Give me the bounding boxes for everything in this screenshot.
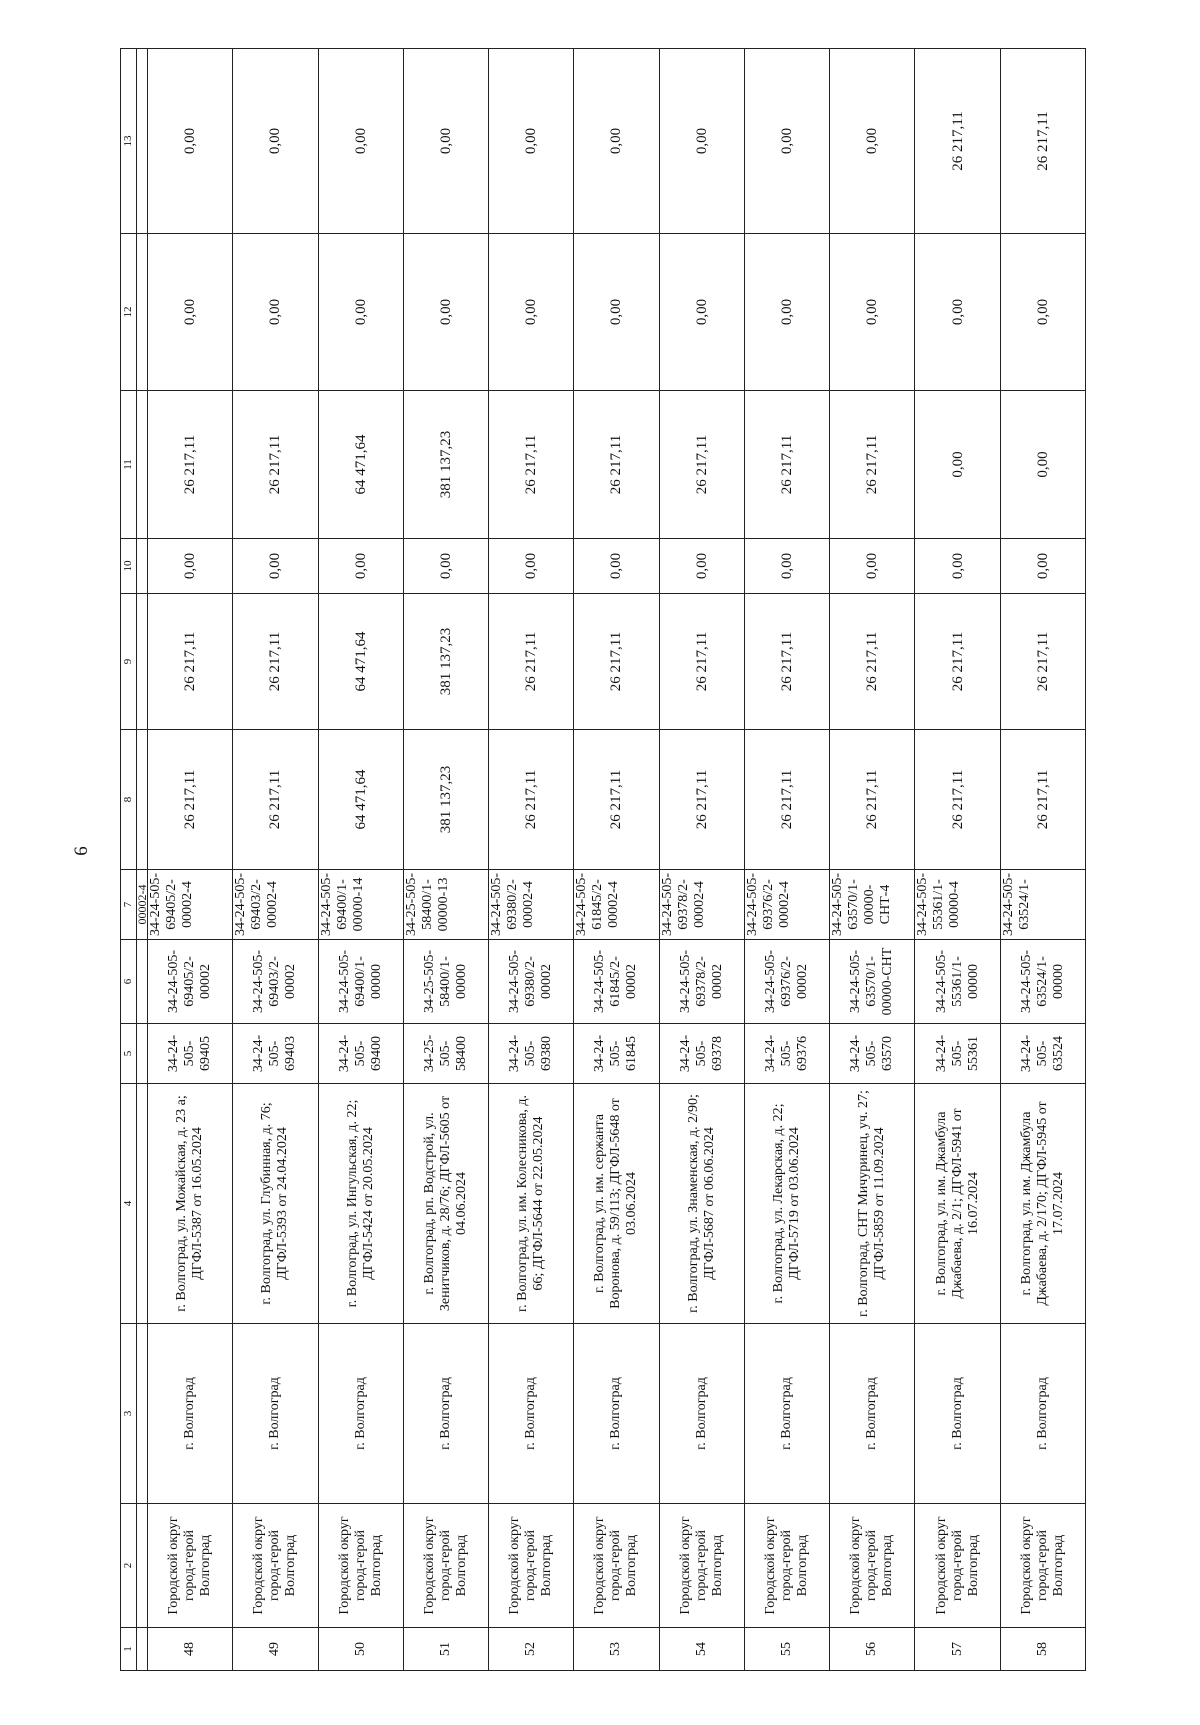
cadastral-block: 34-24-505-61845 — [574, 1024, 659, 1084]
row-number: 55 — [744, 1628, 829, 1671]
amount-col12: 0,00 — [830, 234, 915, 391]
amount-col9: 26 217,11 — [659, 594, 744, 730]
rotated-table-container — [120, 49, 1086, 1671]
cadastral-code: 34-24-505-69380/2-00002 — [489, 940, 574, 1024]
row-number: 51 — [403, 1628, 488, 1671]
amount-col13: 0,00 — [403, 49, 488, 234]
amount-col12: 0,00 — [403, 234, 488, 391]
table-row — [233, 49, 318, 1671]
row-number: 54 — [659, 1628, 744, 1671]
amount-col9: 381 137,23 — [403, 594, 488, 730]
amount-col13: 0,00 — [489, 49, 574, 234]
amount-col11: 26 217,11 — [830, 391, 915, 539]
amount-col10: 0,00 — [233, 539, 318, 594]
row-number: 48 — [148, 1628, 233, 1671]
amount-col12: 0,00 — [148, 234, 233, 391]
column-number-13: 13 — [121, 49, 137, 234]
cadastral-code: 34-24-505-63570/1-00000-СНТ — [830, 940, 915, 1024]
row-number: 58 — [1000, 1628, 1085, 1671]
settlement: г. Волгоград — [489, 1324, 574, 1504]
cadastral-code-full: 34-24-505-61845/2-00002-4 — [574, 870, 659, 940]
amount-col11: 26 217,11 — [489, 391, 574, 539]
cadastral-code: 34-24-505-69376/2-00002 — [744, 940, 829, 1024]
amount-col13: 0,00 — [148, 49, 233, 234]
municipality: Городской округ город-герой Волгоград — [830, 1504, 915, 1628]
cadastral-code-full: 34-24-505-55361/1-00000-4 — [915, 870, 1000, 940]
settlement: г. Волгоград — [1000, 1324, 1085, 1504]
amount-col9: 26 217,11 — [489, 594, 574, 730]
municipality: Городской округ город-герой Волгоград — [574, 1504, 659, 1628]
settlement: г. Волгоград — [318, 1324, 403, 1504]
settlement: г. Волгоград — [403, 1324, 488, 1504]
spacer-cell — [136, 234, 147, 391]
cadastral-code-full: 34-24-505-69403/2-00002-4 — [233, 870, 318, 940]
address-contract: г. Волгоград, ул. Ингульская, д. 22; ДГФЛ-5424 от 20.05.2024 — [318, 1084, 403, 1324]
amount-col10: 0,00 — [830, 539, 915, 594]
amount-col10: 0,00 — [915, 539, 1000, 594]
municipality: Городской округ город-герой Волгоград — [148, 1504, 233, 1628]
amount-col13: 0,00 — [574, 49, 659, 234]
amount-total: 381 137,23 — [403, 730, 488, 870]
table-row — [148, 49, 233, 1671]
cadastral-code-full: 34-24-505-63524/1- — [1000, 870, 1085, 940]
amount-col9: 26 217,11 — [915, 594, 1000, 730]
spacer-cell — [136, 1084, 147, 1324]
cadastral-code: 34-24-505-63524/1-00000 — [1000, 940, 1085, 1024]
cadastral-block: 34-24-505-55361 — [915, 1024, 1000, 1084]
cadastral-block: 34-24-505-69403 — [233, 1024, 318, 1084]
column-number-4: 4 — [121, 1084, 137, 1324]
amount-col9: 26 217,11 — [744, 594, 829, 730]
amount-col11: 381 137,23 — [403, 391, 488, 539]
municipality: Городской округ город-герой Волгоград — [659, 1504, 744, 1628]
amount-col13: 26 217,11 — [915, 49, 1000, 234]
amount-col12: 0,00 — [489, 234, 574, 391]
amount-col12: 0,00 — [1000, 234, 1085, 391]
page-number: 6 — [71, 846, 92, 856]
amount-col11: 26 217,11 — [659, 391, 744, 539]
cadastral-code-full: 34-24-505-69405/2-00002-4 — [148, 870, 233, 940]
amount-total: 26 217,11 — [489, 730, 574, 870]
row-number: 57 — [915, 1628, 1000, 1671]
table-row — [1000, 49, 1085, 1671]
amount-col10: 0,00 — [318, 539, 403, 594]
amount-total: 26 217,11 — [1000, 730, 1085, 870]
amount-col9: 26 217,11 — [233, 594, 318, 730]
spacer-row — [136, 49, 147, 1671]
address-contract: г. Волгоград, ул. Глубинная, д. 76; ДГФЛ-5393 от 24.04.2024 — [233, 1084, 318, 1324]
address-contract: г. Волгоград, ул. Лекарская, д. 22; ДГФЛ-5719 от 03.06.2024 — [744, 1084, 829, 1324]
spacer-cell — [136, 391, 147, 539]
amount-col9: 64 471,64 — [318, 594, 403, 730]
amount-total: 26 217,11 — [233, 730, 318, 870]
table-row — [744, 49, 829, 1671]
registry-table — [120, 48, 1086, 1671]
cadastral-code-full: 34-24-505-69380/2-00002-4 — [489, 870, 574, 940]
municipality: Городской округ город-герой Волгоград — [1000, 1504, 1085, 1628]
address-contract: г. Волгоград, ул. им. Джамбула Джабаева, д. 2/170; ДГФЛ-5945 от 17.07.2024 — [1000, 1084, 1085, 1324]
cadastral-block: 34-24-505-63570 — [830, 1024, 915, 1084]
amount-col10: 0,00 — [659, 539, 744, 594]
column-number-9: 9 — [121, 594, 137, 730]
amount-col13: 0,00 — [659, 49, 744, 234]
row-number: 50 — [318, 1628, 403, 1671]
spacer-cell — [136, 1628, 147, 1671]
cadastral-code-full: 34-24-505-69378/2-00002-4 — [659, 870, 744, 940]
municipality: Городской округ город-герой Волгоград — [403, 1504, 488, 1628]
column-number-11: 11 — [121, 391, 137, 539]
table-row — [574, 49, 659, 1671]
table-row — [830, 49, 915, 1671]
amount-total: 26 217,11 — [830, 730, 915, 870]
amount-col11: 26 217,11 — [148, 391, 233, 539]
amount-col13: 0,00 — [744, 49, 829, 234]
amount-col13: 26 217,11 — [1000, 49, 1085, 234]
amount-col12: 0,00 — [744, 234, 829, 391]
address-contract: г. Волгоград, СНТ Мичуринец, уч. 27; ДГФЛ-5859 от 11.09.2024 — [830, 1084, 915, 1324]
amount-total: 26 217,11 — [744, 730, 829, 870]
column-number-10: 10 — [121, 539, 137, 594]
cadastral-code: 34-24-505-69400/1-00000 — [318, 940, 403, 1024]
column-number-2: 2 — [121, 1504, 137, 1628]
amount-col9: 26 217,11 — [1000, 594, 1085, 730]
cadastral-code: 34-24-505-69378/2-00002 — [659, 940, 744, 1024]
cadastral-code: 34-25-505-58400/1-00000 — [403, 940, 488, 1024]
cadastral-block: 34-25-505-58400 — [403, 1024, 488, 1084]
settlement: г. Волгоград — [148, 1324, 233, 1504]
amount-total: 26 217,11 — [574, 730, 659, 870]
settlement: г. Волгоград — [574, 1324, 659, 1504]
amount-total: 26 217,11 — [915, 730, 1000, 870]
spacer-cell — [136, 1504, 147, 1628]
cadastral-code: 34-24-505-69403/2-00002 — [233, 940, 318, 1024]
row-number: 56 — [830, 1628, 915, 1671]
municipality: Городской округ город-герой Волгоград — [915, 1504, 1000, 1628]
amount-col12: 0,00 — [915, 234, 1000, 391]
spacer-cell — [136, 1324, 147, 1504]
spacer-cell — [136, 539, 147, 594]
column-number-6: 6 — [121, 940, 137, 1024]
cadastral-code-full: 34-24-505-69400/1-00000-14 — [318, 870, 403, 940]
cadastral-code: 34-24-505-55361/1-00000 — [915, 940, 1000, 1024]
column-number-12: 12 — [121, 234, 137, 391]
amount-col11: 0,00 — [915, 391, 1000, 539]
amount-col10: 0,00 — [489, 539, 574, 594]
settlement: г. Волгоград — [830, 1324, 915, 1504]
amount-col13: 0,00 — [318, 49, 403, 234]
spacer-cell — [136, 594, 147, 730]
amount-total: 26 217,11 — [148, 730, 233, 870]
address-contract: г. Волгоград, ул. им. сержанта Воронова, д. 59/113; ДГФЛ-5648 от 03.06.2024 — [574, 1084, 659, 1324]
address-contract: г. Волгоград, ул. Знаменская, д. 2/90; ДГФЛ-5687 от 06.06.2024 — [659, 1084, 744, 1324]
amount-col12: 0,00 — [574, 234, 659, 391]
table-row — [489, 49, 574, 1671]
row-number: 53 — [574, 1628, 659, 1671]
spacer-cell — [136, 49, 147, 234]
amount-col9: 26 217,11 — [574, 594, 659, 730]
settlement: г. Волгоград — [915, 1324, 1000, 1504]
row-number: 52 — [489, 1628, 574, 1671]
column-number-1: 1 — [121, 1628, 137, 1671]
cadastral-block: 34-24-505-69400 — [318, 1024, 403, 1084]
amount-col9: 26 217,11 — [830, 594, 915, 730]
column-number-3: 3 — [121, 1324, 137, 1504]
address-contract: г. Волгоград, ул. им. Колесникова, д. 66; ДГФЛ-5644 от 22.05.2024 — [489, 1084, 574, 1324]
amount-total: 26 217,11 — [659, 730, 744, 870]
settlement: г. Волгоград — [233, 1324, 318, 1504]
row-number: 49 — [233, 1628, 318, 1671]
amount-col13: 0,00 — [830, 49, 915, 234]
amount-col11: 0,00 — [1000, 391, 1085, 539]
amount-col11: 26 217,11 — [574, 391, 659, 539]
spacer-cell — [136, 1024, 147, 1084]
column-number-7: 7 — [121, 870, 137, 940]
column-number-8: 8 — [121, 730, 137, 870]
amount-col12: 0,00 — [318, 234, 403, 391]
cadastral-code: 34-24-505-61845/2-00002 — [574, 940, 659, 1024]
amount-col10: 0,00 — [574, 539, 659, 594]
spacer-cell — [136, 940, 147, 1024]
amount-col12: 0,00 — [659, 234, 744, 391]
table-row — [659, 49, 744, 1671]
amount-col13: 0,00 — [233, 49, 318, 234]
amount-col10: 0,00 — [1000, 539, 1085, 594]
amount-col9: 26 217,11 — [148, 594, 233, 730]
amount-col11: 26 217,11 — [744, 391, 829, 539]
cadastral-block: 34-24-505-69380 — [489, 1024, 574, 1084]
carry-over-cadastral-fragment: 00002-4 — [136, 870, 147, 940]
address-contract: г. Волгоград, ул. им. Джамбула Джабаева, д. 2/1; ДГФЛ-5941 от 16.07.2024 — [915, 1084, 1000, 1324]
amount-col10: 0,00 — [403, 539, 488, 594]
table-row — [403, 49, 488, 1671]
address-contract: г. Волгоград, ул. Можайская, д. 23 а; ДГФЛ-5387 от 16.05.2024 — [148, 1084, 233, 1324]
settlement: г. Волгоград — [659, 1324, 744, 1504]
cadastral-code-full: 34-25-505-58400/1-00000-13 — [403, 870, 488, 940]
amount-col12: 0,00 — [233, 234, 318, 391]
amount-col11: 26 217,11 — [233, 391, 318, 539]
municipality: Городской округ город-герой Волгоград — [233, 1504, 318, 1628]
amount-col11: 64 471,64 — [318, 391, 403, 539]
municipality: Городской округ город-герой Волгоград — [318, 1504, 403, 1628]
municipality: Городской округ город-герой Волгоград — [744, 1504, 829, 1628]
settlement: г. Волгоград — [744, 1324, 829, 1504]
table-row — [318, 49, 403, 1671]
cadastral-block: 34-24-505-69405 — [148, 1024, 233, 1084]
column-number-5: 5 — [121, 1024, 137, 1084]
address-contract: г. Волгоград, рп. Водстрой, ул. Зенитчиков, д. 28/76; ДГФЛ-5605 от 04.06.2024 — [403, 1084, 488, 1324]
cadastral-block: 34-24-505-63524 — [1000, 1024, 1085, 1084]
cadastral-code: 34-24-505-69405/2-00002 — [148, 940, 233, 1024]
column-number-row — [121, 49, 137, 1671]
amount-col10: 0,00 — [148, 539, 233, 594]
cadastral-code-full: 34-24-505-63570/1-00000-СНТ-4 — [830, 870, 915, 940]
amount-total: 64 471,64 — [318, 730, 403, 870]
cadastral-block: 34-24-505-69376 — [744, 1024, 829, 1084]
municipality: Городской округ город-герой Волгоград — [489, 1504, 574, 1628]
cadastral-code-full: 34-24-505-69376/2-00002-4 — [744, 870, 829, 940]
amount-col10: 0,00 — [744, 539, 829, 594]
spacer-cell — [136, 730, 147, 870]
table-row — [915, 49, 1000, 1671]
cadastral-block: 34-24-505-69378 — [659, 1024, 744, 1084]
